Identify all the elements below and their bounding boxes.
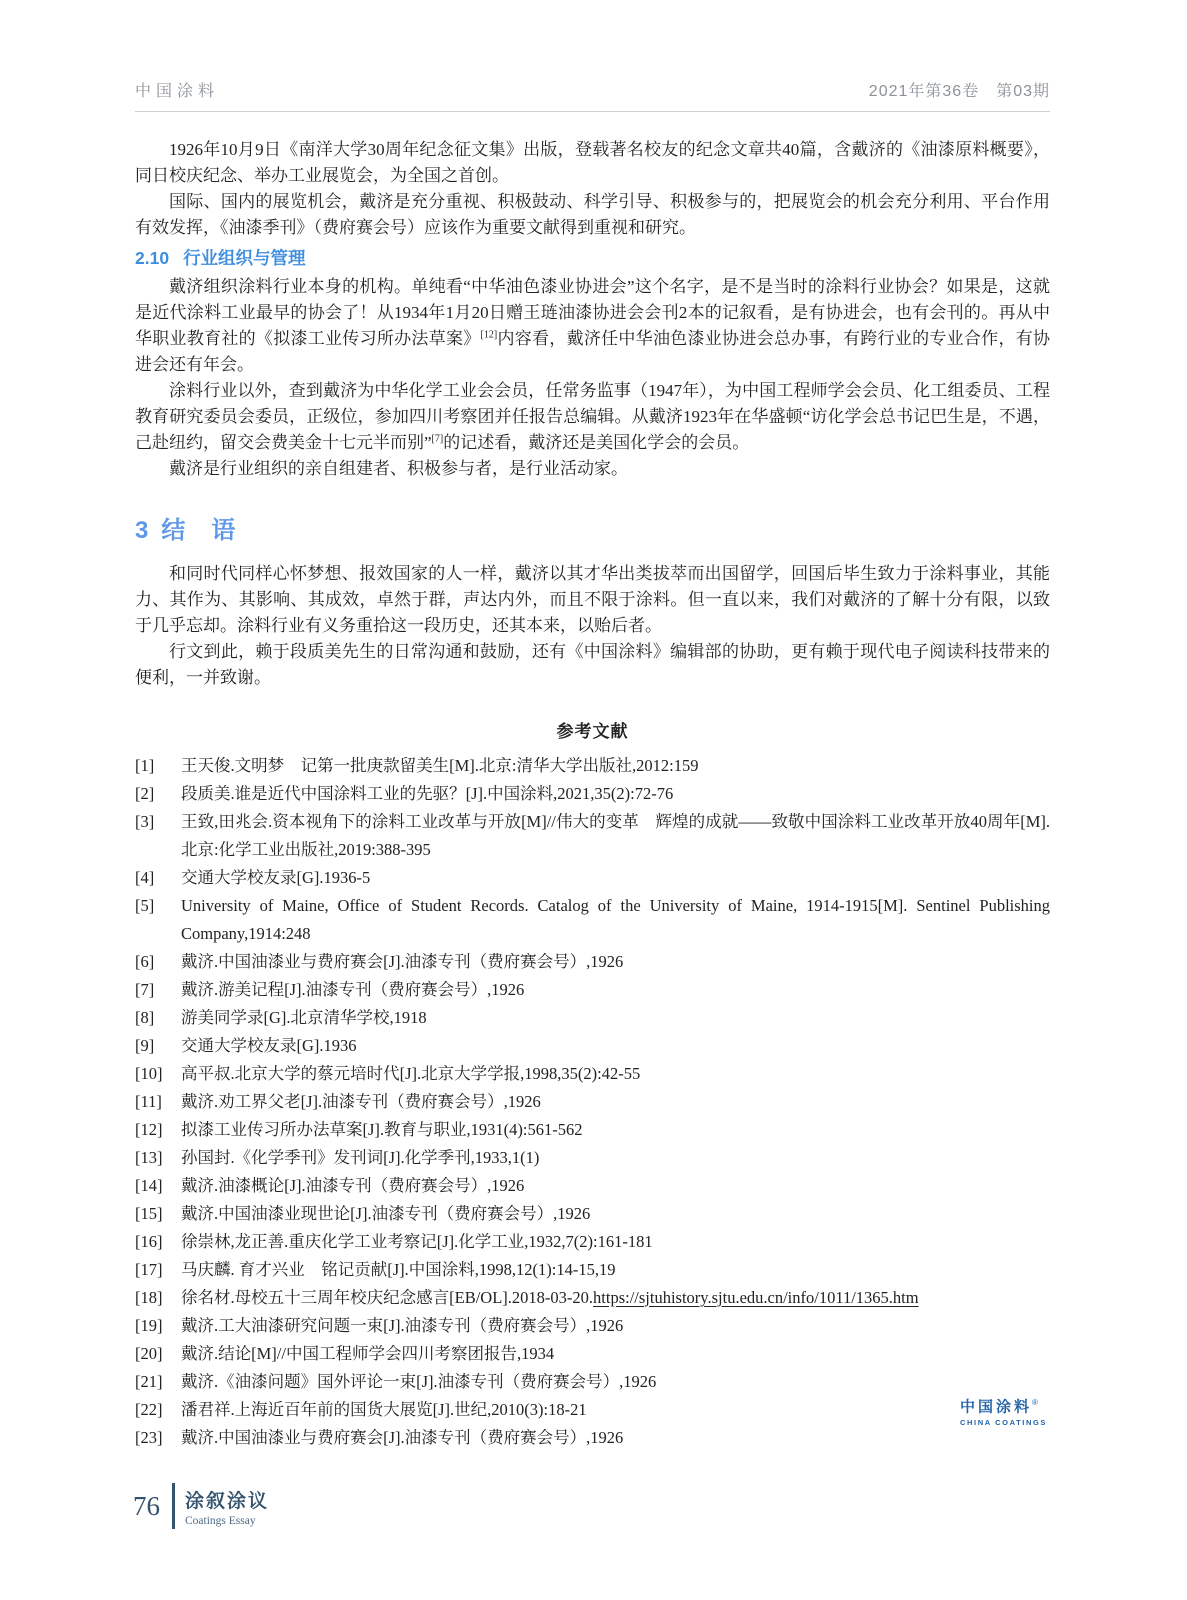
journal-name: 中国涂料 <box>135 83 220 100</box>
reference-number: [14] <box>135 1176 163 1195</box>
footnote-marker: [12] <box>480 329 498 341</box>
reference-text: 戴济.中国油漆业与费府赛会[J].油漆专刊（费府赛会号）,1926 <box>181 1428 624 1447</box>
reference-number: [16] <box>135 1232 163 1251</box>
reference-number: [2] <box>135 784 155 803</box>
page-number: 76 <box>133 1490 160 1521</box>
reference-number: [10] <box>135 1064 163 1083</box>
reference-text: 段质美.谁是近代中国涂料工业的先驱？[J].中国涂料,2021,35(2):72-76 <box>181 784 674 803</box>
reference-item <box>135 1088 1050 1116</box>
reference-item <box>135 1228 1050 1256</box>
reference-item <box>135 1256 1050 1284</box>
reference-number: [7] <box>135 980 155 999</box>
reference-number: [8] <box>135 1008 155 1027</box>
reference-item <box>135 752 1050 780</box>
reference-item <box>135 1312 1050 1340</box>
reference-number: [5] <box>135 896 155 915</box>
paragraph <box>135 378 1050 456</box>
reference-item <box>135 1172 1050 1200</box>
reference-item <box>135 1144 1050 1172</box>
reference-item <box>135 1060 1050 1088</box>
column-name-cn: 涂叙涂议 <box>185 1490 270 1512</box>
paragraph-text: 涂料行业以外，查到戴济为中华化学工业会会员，任常务监事（1947年），为中国工程师学会会员、化工组委员、工程教育研究委员会委员，正级位，参加四川考察团并任报告总编辑。从戴济1923年在华盛顿“访化学会总书记巴生是，不遇，己赴纽约，留交会费美金十七元半而别” <box>135 381 1050 452</box>
reference-number: [1] <box>135 756 155 775</box>
reference-item <box>135 892 1050 948</box>
reference-text: 潘君祥.上海近百年前的国货大展览[J].世纪,2010(3):18-21 <box>181 1400 587 1419</box>
reference-number: [21] <box>135 1372 163 1391</box>
reference-number: [23] <box>135 1428 163 1447</box>
paragraph: 1926年10月9日《南洋大学30周年纪念征文集》出版，登载著名校友的纪念文章共40篇，含戴济的《油漆原料概要》，同日校庆纪念、举办工业展览会，为全国之首创。 <box>135 140 1050 185</box>
reference-text: 戴济.劝工界父老[J].油漆专刊（费府赛会号）,1926 <box>181 1092 541 1111</box>
reference-text: 交通大学校友录[G].1936-5 <box>181 868 371 887</box>
paragraph-text: 的记述看，戴济还是美国化学会的会员。 <box>443 433 750 452</box>
paragraph: 和同时代同样心怀梦想、报效国家的人一样，戴济以其才华出类拔萃而出国留学，回国后毕生致力于涂料事业，其能力、其作为、其影响、其成效，卓然于群，声达内外，而且不限于涂料。但一直以来，我们对戴济的了解十分有限，以致于几乎忘却。涂料行业有义务重拾这一段历史，还其本来，以贻后者。 <box>135 564 1050 635</box>
reference-text: 拟漆工业传习所办法草案[J].教育与职业,1931(4):561-562 <box>181 1120 583 1139</box>
china-coatings-logo <box>960 1398 1047 1427</box>
reference-text: 徐名材.母校五十三周年校庆纪念感言[EB/OL].2018-03-20.https://sjtuhistory.sjtu.edu.cn/info/1011/1365.htm <box>181 1288 919 1307</box>
reference-item <box>135 1284 1050 1312</box>
reference-text: 戴济.工大油漆研究问题一束[J].油漆专刊（费府赛会号）,1926 <box>181 1316 624 1335</box>
reference-number: [4] <box>135 868 155 887</box>
reference-text: 孙国封.《化学季刊》发刊词[J].化学季刊,1933,1(1) <box>181 1148 540 1167</box>
reference-text: 戴济.油漆概论[J].油漆专刊（费府赛会号）,1926 <box>181 1176 525 1195</box>
footnote-marker: [7] <box>431 433 444 445</box>
paragraph: 国际、国内的展览机会，戴济是充分重视、积极鼓动、科学引导、积极参与的，把展览会的机会充分利用、平台作用有效发挥，《油漆季刊》（费府赛会号）应该作为重要文献得到重视和研究。 <box>135 192 1050 237</box>
reference-text: University of Maine, Office of Student Records. Catalog of the University of Maine, 1914-1915[M]. Sentinel Publishing Company,1914:248 <box>181 896 1050 943</box>
section-number: 3 <box>135 517 150 544</box>
reference-text: 游美同学录[G].北京清华学校,1918 <box>181 1008 427 1027</box>
reference-number: [19] <box>135 1316 163 1335</box>
paragraph: 戴济是行业组织的亲自组建者、积极参与者，是行业活动家。 <box>169 459 628 478</box>
reference-number: [15] <box>135 1204 163 1223</box>
reference-item <box>135 1032 1050 1060</box>
reference-text: 马庆麟. 育才兴业 铭记贡献[J].中国涂料,1998,12(1):14-15,19 <box>181 1260 616 1279</box>
reference-text: 戴济.中国油漆业现世论[J].油漆专刊（费府赛会号）,1926 <box>181 1204 591 1223</box>
reference-number: [18] <box>135 1288 163 1307</box>
reference-item <box>135 1368 1050 1396</box>
reference-item <box>135 1200 1050 1228</box>
reference-item <box>135 864 1050 892</box>
page-footer <box>133 1483 269 1529</box>
reference-number: [22] <box>135 1400 163 1419</box>
reference-text: 戴济.中国油漆业与费府赛会[J].油漆专刊（费府赛会号）,1926 <box>181 952 624 971</box>
reference-item <box>135 1424 1050 1452</box>
reference-item <box>135 976 1050 1004</box>
section-number: 2.10 <box>135 248 170 268</box>
reference-text: 戴济.《油漆问题》国外评论一束[J].油漆专刊（费府赛会号）,1926 <box>181 1372 657 1391</box>
reference-text: 徐崇林,龙正善.重庆化学工业考察记[J].化学工业,1932,7(2):161-181 <box>181 1232 653 1251</box>
reference-number: [17] <box>135 1260 163 1279</box>
footer-divider-bar <box>172 1483 175 1529</box>
reference-number: [20] <box>135 1344 163 1363</box>
running-head <box>135 0 1050 112</box>
reference-text: 王天俊.文明梦 记第一批庚款留美生[M].北京:清华大学出版社,2012:159 <box>181 756 699 775</box>
reference-item <box>135 1340 1050 1368</box>
references-title: 参考文献 <box>556 722 629 741</box>
paragraph: 行文到此，赖于段质美先生的日常沟通和鼓励，还有《中国涂料》编辑部的协助，更有赖于现代电子阅读科技带来的便利，一并致谢。 <box>135 642 1050 687</box>
issue-info: 2021年第36卷 第03期 <box>868 83 1050 100</box>
section-title: 结 语 <box>161 517 237 544</box>
reference-item <box>135 948 1050 976</box>
reference-number: [11] <box>135 1092 162 1111</box>
section-title: 行业组织与管理 <box>183 248 306 268</box>
reference-text: 戴济.结论[M]//中国工程师学会四川考察团报告,1934 <box>181 1344 555 1363</box>
logo-text-en: CHINA COATINGS <box>960 1417 1047 1427</box>
reference-text: 交通大学校友录[G].1936 <box>181 1036 357 1055</box>
paragraph <box>135 274 1050 378</box>
reference-number: [6] <box>135 952 155 971</box>
reference-text: 高平叔.北京大学的蔡元培时代[J].北京大学学报,1998,35(2):42-55 <box>181 1064 641 1083</box>
registered-mark-icon: ® <box>1032 1398 1038 1407</box>
reference-item <box>135 780 1050 808</box>
reference-number: [13] <box>135 1148 163 1167</box>
section-heading-3 <box>135 510 1050 545</box>
paragraph-text: 内容看，戴济任中华油色漆业协进会总办事，有跨行业的专业合作，有协进会还有年会。 <box>135 329 1051 374</box>
reference-text: 王致,田兆会.资本视角下的涂料工业改革与开放[M]//伟大的变革 辉煌的成就——致敬中国涂料工业改革开放40周年[M].北京:化学工业出版社,2019:388-395 <box>181 812 1050 859</box>
section-heading-2-10 <box>135 245 1050 271</box>
paragraph-text: 戴济组织涂料行业本身的机构。单纯看“中华油色漆业协进会”这个名字，是不是当时的涂料行业协会？如果是，这就是近代涂料工业最早的协会了！从1934年1月20日赠王琏油漆协进会会刊2本的记叙看，是有协进会，也有会刊的。再从中华职业教育社的《拟漆工业传习所办法草案》 <box>135 277 1050 348</box>
logo-text-cn: 中国涂料 <box>960 1398 1033 1416</box>
reference-link[interactable]: https://sjtuhistory.sjtu.edu.cn/info/1011/1365.htm <box>593 1288 919 1307</box>
reference-item <box>135 1004 1050 1032</box>
reference-number: [9] <box>135 1036 155 1055</box>
reference-item <box>135 1116 1050 1144</box>
column-name-en: Coatings Essay <box>185 1514 256 1527</box>
reference-text: 戴济.游美记程[J].油漆专刊（费府赛会号）,1926 <box>181 980 525 999</box>
references-list <box>135 752 1050 1452</box>
reference-number: [3] <box>135 812 155 831</box>
reference-item <box>135 1396 1050 1424</box>
reference-number: [12] <box>135 1120 163 1139</box>
reference-item <box>135 808 1050 864</box>
